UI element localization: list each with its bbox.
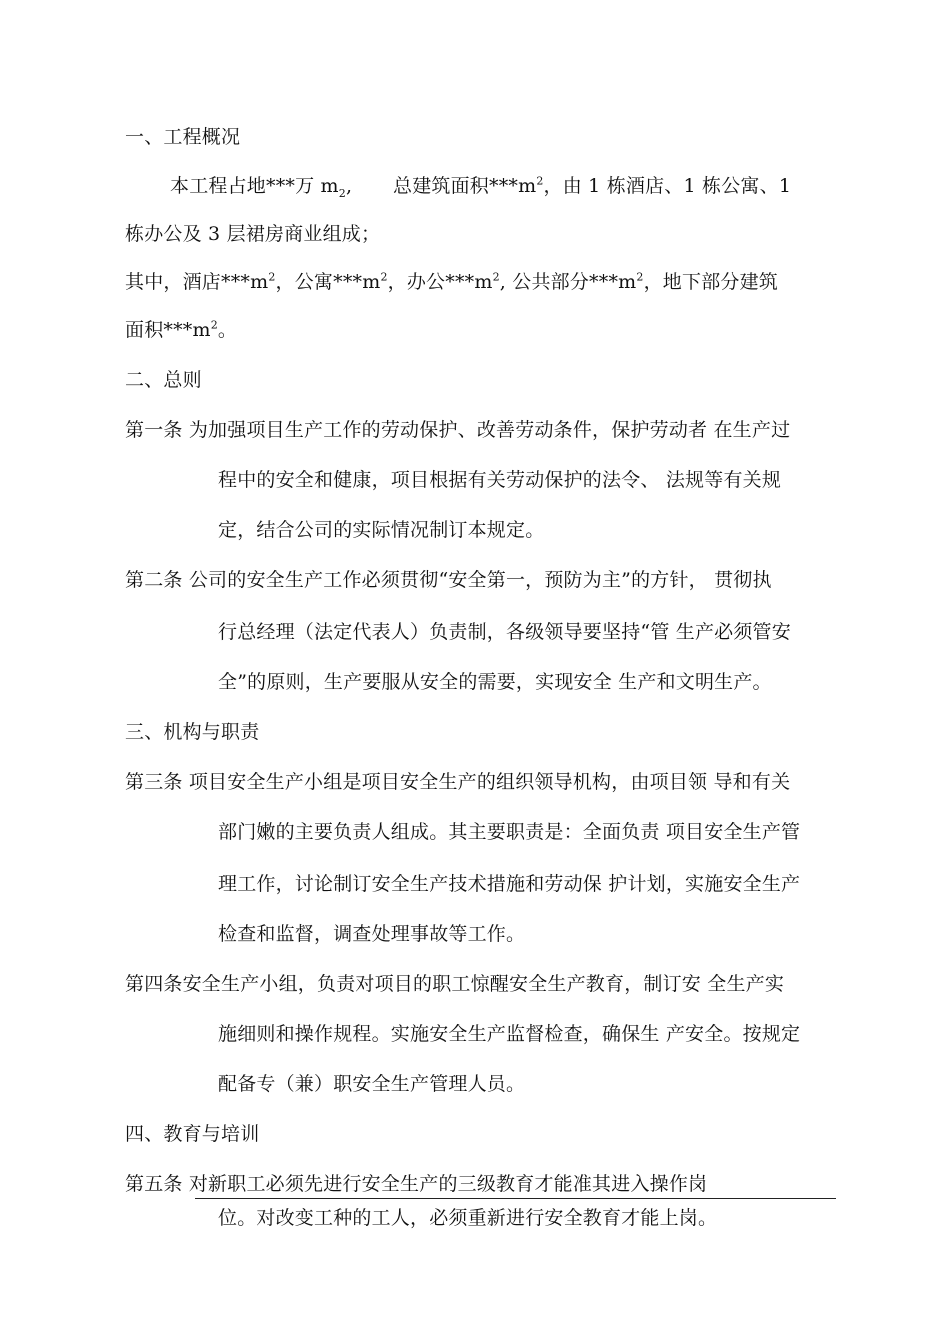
heading-text: 二、总则 [125, 369, 202, 391]
heading-text: 四、教育与培训 [125, 1123, 260, 1145]
text: 程中的安全和健康，项目根据有关劳动保护的法令、 法规等有关规 [218, 469, 782, 491]
article-2-line-3 [218, 670, 772, 694]
article-1-line-2 [218, 468, 781, 492]
overview-line-2 [125, 222, 380, 246]
text: ，公寓***m [275, 271, 381, 293]
overview-line-1 [170, 174, 352, 206]
article-5-line-2 [218, 1206, 717, 1230]
article-4-line-3 [218, 1072, 525, 1096]
article-4-line-1 [125, 972, 784, 996]
text: 施细则和操作规程。实施安全生产监督检查，确保生 产安全。按规定 [218, 1023, 801, 1045]
text: 。 [217, 319, 238, 341]
text: 第四条安全生产小组，负责对项目的职工惊醒安全生产教育，制订安 全生产实 [125, 973, 785, 995]
article-2-line-1 [125, 568, 772, 592]
text: 检查和监督，调查处理事故等工作。 [218, 923, 526, 945]
article-5-line-1 [125, 1172, 707, 1196]
overview-line-3 [125, 270, 778, 294]
text: 第五条 对新职工必须先进行安全生产的三级教育才能准其进入操作岗 [125, 1173, 708, 1195]
text: 部门嫩的主要负责人组成。其主要职责是：全面负责 项目安全生产管 [218, 821, 801, 843]
article-2-line-2 [218, 620, 791, 644]
superscript: 2 [492, 270, 500, 284]
superscript: 2 [210, 318, 218, 332]
text: ，地下部分建筑 [643, 271, 778, 293]
overview-line-4 [125, 318, 237, 342]
article-3-line-3 [218, 872, 800, 896]
superscript: 2 [268, 270, 276, 284]
section-heading-education [125, 1122, 259, 1146]
heading-text: 三、机构与职责 [125, 721, 260, 743]
superscript: 2 [380, 270, 388, 284]
text: ，由 1 栋酒店、1 栋公寓、1 [543, 175, 792, 197]
text: , 公共部分***m [499, 271, 637, 293]
heading-text: 一、工程概况 [125, 126, 241, 148]
horizontal-rule [195, 1198, 836, 1199]
article-3-line-2 [218, 820, 800, 844]
text: 其中，酒店***m [125, 271, 269, 293]
section-heading-organization [125, 720, 259, 744]
text: 本工程占地***万 m [170, 175, 339, 197]
section-heading-general [125, 368, 202, 392]
text: 全”的原则，生产要服从安全的需要，实现安全 生产和文明生产。 [218, 671, 772, 693]
text: 面积***m [125, 319, 211, 341]
overview-line-1b [393, 174, 791, 198]
article-3-line-4 [218, 922, 525, 946]
text: 总建筑面积***m [393, 175, 537, 197]
text: 位。对改变工种的工人，必须重新进行安全教育才能上岗。 [218, 1207, 718, 1229]
subscript: 2 [338, 186, 346, 200]
text: 第二条 公司的安全生产工作必须贯彻“安全第一，预防为主”的方针， 贯彻执 [125, 569, 772, 591]
text: 理工作，讨论制订安全生产技术措施和劳动保 护计划，实施安全生产 [218, 873, 801, 895]
text: 配备专（兼）职安全生产管理人员。 [218, 1073, 526, 1095]
superscript: 2 [636, 270, 644, 284]
article-1-line-3 [218, 518, 544, 542]
text: 第三条 项目安全生产小组是项目安全生产的组织领导机构，由项目领 导和有关 [125, 771, 791, 793]
article-4-line-2 [218, 1022, 800, 1046]
text: 第一条 为加强项目生产工作的劳动保护、改善劳动条件，保护劳动者 在生产过 [125, 419, 791, 441]
text: 行总经理（法定代表人）负责制，各级领导要坚持“管 生产必须管安 [218, 621, 791, 643]
text: ，办公***m [387, 271, 493, 293]
superscript: 2 [536, 174, 544, 188]
text: 定，结合公司的实际情况制订本规定。 [218, 519, 545, 541]
article-3-line-1 [125, 770, 790, 794]
text: , [345, 175, 353, 197]
article-1-line-1 [125, 418, 790, 442]
text: 栋办公及 3 层裙房商业组成； [125, 223, 381, 245]
section-heading-overview [125, 125, 240, 149]
